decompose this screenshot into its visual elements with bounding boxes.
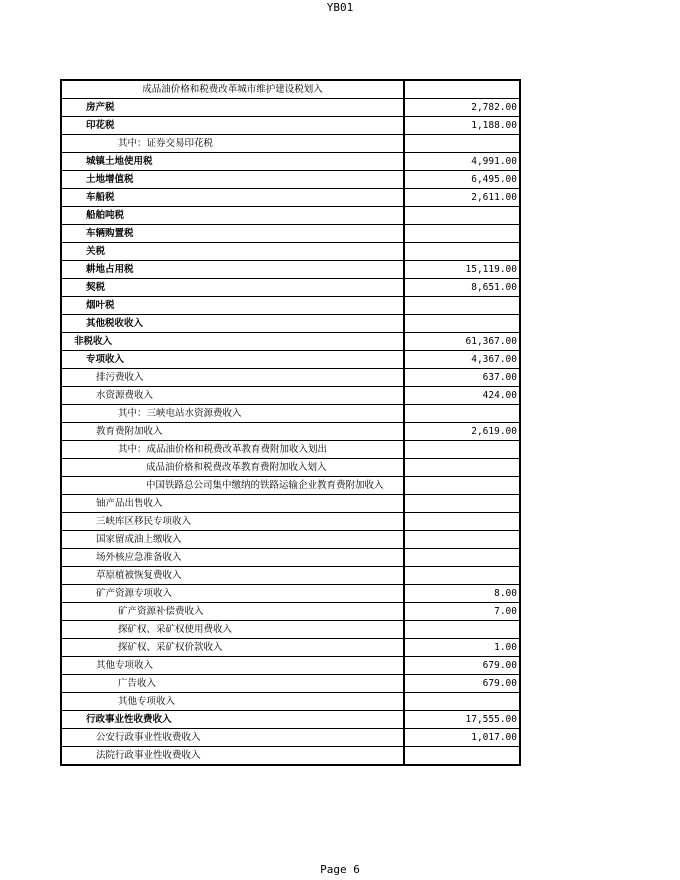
- row-value: [404, 693, 520, 711]
- table-row: [61, 315, 520, 333]
- row-label: 非税收入: [61, 333, 404, 351]
- row-label: 土地增值税: [61, 171, 404, 189]
- row-label: 成品油价格和税费改革城市维护建设税划入: [61, 80, 404, 99]
- row-value: [404, 135, 520, 153]
- row-value: [404, 549, 520, 567]
- row-label: 矿产资源补偿费收入: [61, 603, 404, 621]
- row-label: 其中：证券交易印花税: [61, 135, 404, 153]
- revenue-table: [60, 79, 521, 766]
- row-label: 铀产品出售收入: [61, 495, 404, 513]
- row-label: 关税: [61, 243, 404, 261]
- table-row: [61, 603, 520, 621]
- row-value: 7.00: [404, 603, 520, 621]
- row-value: 61,367.00: [404, 333, 520, 351]
- table-row: [61, 621, 520, 639]
- row-label: 广告收入: [61, 675, 404, 693]
- table-row: [61, 279, 520, 297]
- row-label: 排污费收入: [61, 369, 404, 387]
- row-value: 8.00: [404, 585, 520, 603]
- table-row: [61, 549, 520, 567]
- table-row: [61, 153, 520, 171]
- row-label: 教育费附加收入: [61, 423, 404, 441]
- row-label: 其他专项收入: [61, 693, 404, 711]
- table-row: [61, 80, 520, 99]
- row-value: 1,188.00: [404, 117, 520, 135]
- table-row: [61, 675, 520, 693]
- row-value: 679.00: [404, 675, 520, 693]
- row-value: [404, 441, 520, 459]
- table-row: [61, 117, 520, 135]
- row-value: [404, 477, 520, 495]
- row-value: [404, 747, 520, 766]
- row-label: 城镇土地使用税: [61, 153, 404, 171]
- row-value: 15,119.00: [404, 261, 520, 279]
- row-label: 行政事业性收费收入: [61, 711, 404, 729]
- table-row: [61, 207, 520, 225]
- table-row: [61, 189, 520, 207]
- row-value: 2,782.00: [404, 99, 520, 117]
- row-value: 8,651.00: [404, 279, 520, 297]
- row-value: 2,611.00: [404, 189, 520, 207]
- table-row: [61, 99, 520, 117]
- row-label: 水资源费收入: [61, 387, 404, 405]
- row-value: 424.00: [404, 387, 520, 405]
- table-row: [61, 351, 520, 369]
- row-label: 其他专项收入: [61, 657, 404, 675]
- row-label: 法院行政事业性收费收入: [61, 747, 404, 766]
- table-row: [61, 729, 520, 747]
- table-row: [61, 693, 520, 711]
- table-row: [61, 333, 520, 351]
- table-row: [61, 405, 520, 423]
- table-row: [61, 639, 520, 657]
- table-row: [61, 747, 520, 766]
- table-row: [61, 261, 520, 279]
- row-value: [404, 297, 520, 315]
- row-value: 1.00: [404, 639, 520, 657]
- row-label: 草原植被恢复费收入: [61, 567, 404, 585]
- table-row: [61, 657, 520, 675]
- table-row: [61, 135, 520, 153]
- row-label: 其中：三峡电站水资源费收入: [61, 405, 404, 423]
- row-label: 船舶吨税: [61, 207, 404, 225]
- page-footer: Page 6: [320, 863, 360, 876]
- table-row: [61, 297, 520, 315]
- row-value: [404, 80, 520, 99]
- row-value: 6,495.00: [404, 171, 520, 189]
- table-row: [61, 459, 520, 477]
- row-value: 17,555.00: [404, 711, 520, 729]
- table-row: [61, 369, 520, 387]
- table-row: [61, 585, 520, 603]
- row-value: [404, 243, 520, 261]
- table-row: [61, 711, 520, 729]
- row-label: 公安行政事业性收费收入: [61, 729, 404, 747]
- row-value: 637.00: [404, 369, 520, 387]
- row-label: 车船税: [61, 189, 404, 207]
- row-value: 1,017.00: [404, 729, 520, 747]
- row-label: 成品油价格和税费改革教育费附加收入划入: [61, 459, 404, 477]
- table-row: [61, 441, 520, 459]
- table-row: [61, 513, 520, 531]
- row-label: 中国铁路总公司集中缴纳的铁路运输企业教育费附加收入: [61, 477, 404, 495]
- table-row: [61, 225, 520, 243]
- row-label: 国家留成油上缴收入: [61, 531, 404, 549]
- row-value: [404, 567, 520, 585]
- row-value: [404, 225, 520, 243]
- row-value: 2,619.00: [404, 423, 520, 441]
- table-row: [61, 171, 520, 189]
- row-label: 契税: [61, 279, 404, 297]
- row-label: 烟叶税: [61, 297, 404, 315]
- row-label: 场外核应急准备收入: [61, 549, 404, 567]
- table-row: [61, 495, 520, 513]
- row-value: [404, 531, 520, 549]
- page-header: YB01: [326, 1, 354, 14]
- row-value: [404, 405, 520, 423]
- row-label: 车辆购置税: [61, 225, 404, 243]
- row-label: 印花税: [61, 117, 404, 135]
- row-label: 房产税: [61, 99, 404, 117]
- row-label: 三峡库区移民专项收入: [61, 513, 404, 531]
- table-row: [61, 531, 520, 549]
- row-label: 探矿权、采矿权使用费收入: [61, 621, 404, 639]
- row-value: 4,991.00: [404, 153, 520, 171]
- row-value: [404, 459, 520, 477]
- row-value: [404, 495, 520, 513]
- table-row: [61, 243, 520, 261]
- row-label: 专项收入: [61, 351, 404, 369]
- table-row: [61, 567, 520, 585]
- row-label: 其中：成品油价格和税费改革教育费附加收入划出: [61, 441, 404, 459]
- row-label: 耕地占用税: [61, 261, 404, 279]
- row-value: 679.00: [404, 657, 520, 675]
- row-value: [404, 621, 520, 639]
- row-value: [404, 315, 520, 333]
- row-value: 4,367.00: [404, 351, 520, 369]
- row-value: [404, 207, 520, 225]
- row-label: 探矿权、采矿权价款收入: [61, 639, 404, 657]
- table-row: [61, 387, 520, 405]
- table-row: [61, 423, 520, 441]
- row-label: 其他税收收入: [61, 315, 404, 333]
- row-value: [404, 513, 520, 531]
- table-row: [61, 477, 520, 495]
- row-label: 矿产资源专项收入: [61, 585, 404, 603]
